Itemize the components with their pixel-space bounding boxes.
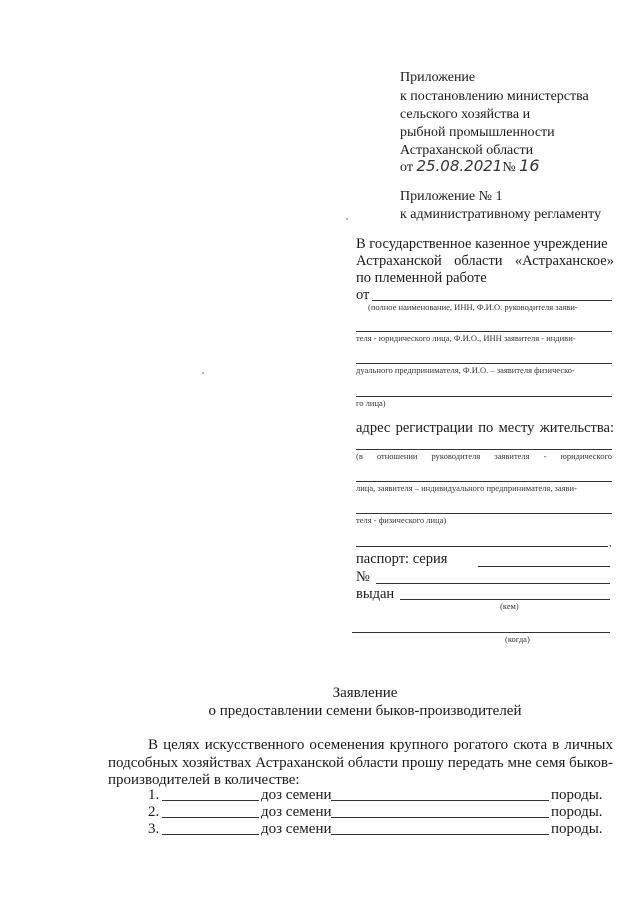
passport-series-label: паспорт: серия	[356, 551, 448, 567]
recipient-line-1: В государственное казенное учреждение	[356, 236, 608, 252]
address-line-2[interactable]	[356, 481, 612, 482]
address-line-3[interactable]	[356, 513, 612, 514]
date-prefix: от	[400, 160, 413, 175]
item-number: 2.	[148, 804, 160, 820]
item-doses-field[interactable]	[162, 834, 259, 835]
from-line-1[interactable]	[372, 300, 612, 301]
item-doses-label: доз семени	[261, 787, 332, 803]
address-line-1[interactable]	[356, 449, 612, 450]
address-comma: ,	[609, 538, 612, 549]
date-handwritten: 25.08.2021	[416, 157, 503, 175]
recipient-line-2: Астраханской области «Астраханское»	[356, 253, 614, 269]
passport-issued-label: выдан	[356, 586, 395, 602]
paragraph-line-1: В целях искусственного осеменения крупного рогатого скота в личных	[148, 737, 613, 753]
passport-number-field[interactable]	[376, 583, 610, 584]
passport-date-field[interactable]	[352, 632, 610, 633]
address-line-4[interactable]	[356, 546, 608, 547]
address-hint-1: (в отношении руководителя заявителя - юридического	[356, 451, 612, 461]
appendix-title: Приложение № 1	[400, 189, 503, 204]
header-date-line	[400, 156, 540, 177]
from-hint-4: го лица)	[356, 398, 386, 408]
item-doses-field[interactable]	[162, 800, 259, 801]
from-hint-3: дуального предпринимателя, Ф.И.О. – заявителя физическо-	[356, 365, 575, 375]
from-line-4[interactable]	[356, 396, 612, 397]
header-line-5: Астраханской области	[400, 143, 534, 158]
statement-subtitle: о предоставлении семени быков-производителей	[208, 703, 522, 719]
item-doses-label: доз семени	[261, 821, 332, 837]
passport-when-hint: (когда)	[505, 634, 530, 644]
paragraph-line-3: производителей в количестве:	[108, 772, 300, 788]
from-line-2[interactable]	[356, 331, 612, 332]
header-line-1: Приложение	[400, 70, 476, 85]
from-line-3[interactable]	[356, 363, 612, 364]
recipient-line-3: по племенной работе	[356, 270, 487, 286]
paragraph-line-2: подсобных хозяйствах Астраханской области прошу передать мне семя быков-	[108, 755, 613, 771]
item-doses-label: доз семени	[261, 804, 332, 820]
item-breed-label: породы.	[551, 821, 603, 837]
address-label: адрес регистрации по месту жительства:	[356, 420, 614, 436]
from-label: от	[356, 287, 370, 303]
item-doses-field[interactable]	[162, 817, 259, 818]
from-hint-2: теля - юридического лица, Ф.И.О., ИНН заявителя - индиви-	[356, 333, 576, 343]
scan-speck	[346, 218, 348, 220]
item-breed-label: породы.	[551, 787, 603, 803]
passport-series-field[interactable]	[478, 566, 610, 567]
address-hint-2: лица, заявителя – индивидуального предпринимателя, заяви-	[356, 483, 577, 493]
header-line-4: рыбной промышленности	[400, 125, 555, 140]
statement-title: Заявление	[332, 685, 398, 701]
address-hint-3: теля - физического лица)	[356, 515, 447, 525]
item-breed-field[interactable]	[331, 834, 549, 835]
from-hint-1: (полное наименование, ИНН, Ф.И.О. руководителя заяви-	[368, 302, 578, 312]
scan-speck	[202, 372, 204, 374]
passport-by-whom-hint: (кем)	[500, 601, 519, 611]
item-breed-field[interactable]	[331, 817, 549, 818]
header-line-3: сельского хозяйства и	[400, 107, 531, 122]
item-number: 1.	[148, 787, 160, 803]
number-handwritten: 16	[519, 156, 540, 175]
appendix-subtitle: к административному регламенту	[400, 207, 602, 222]
number-label: №	[502, 160, 516, 175]
header-line-2: к постановлению министерства	[400, 89, 589, 104]
item-number: 3.	[148, 821, 160, 837]
passport-number-label: №	[356, 569, 370, 585]
passport-issued-field[interactable]	[400, 599, 610, 600]
item-breed-label: породы.	[551, 804, 603, 820]
item-breed-field[interactable]	[331, 800, 549, 801]
